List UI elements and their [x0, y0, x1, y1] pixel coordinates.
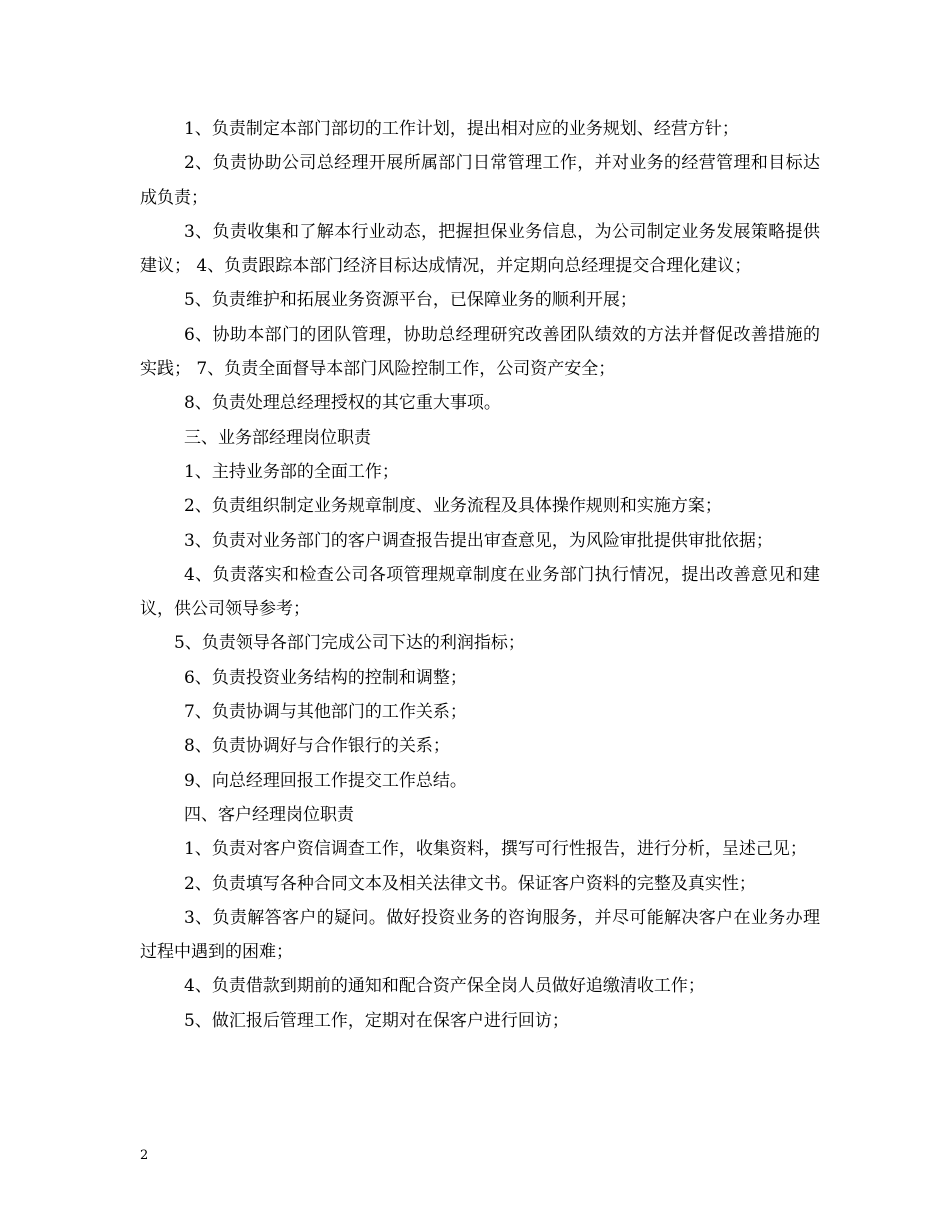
paragraph: 4、负责借款到期前的通知和配合资产保全岗人员做好追缴清收工作； [184, 976, 705, 997]
paragraph: 1、主持业务部的全面工作； [184, 461, 399, 482]
paragraph: 8、负责处理总经理授权的其它重大事项。 [184, 393, 501, 414]
paragraph: 5、做汇报后管理工作，定期对在保客户进行回访； [184, 1010, 569, 1031]
paragraph: 2、负责填写各种合同文本及相关法律文书。保证客户资料的完整及真实性； [184, 873, 756, 894]
paragraph: 1、负责对客户资信调查工作，收集资料，撰写可行性报告，进行分析，呈述己见； [184, 839, 807, 860]
paragraph: 3、负责解答客户的疑问。做好投资业务的咨询服务，并尽可能解决客户在业务办理过程中遇到的困难； [140, 907, 820, 963]
paragraph: 6、协助本部门的团队管理，协助总经理研究改善团队绩效的方法并督促改善措施的实践； 7、负责全面督导本部门风险控制工作，公司资产安全； [140, 324, 820, 380]
paragraph: 6、负责投资业务结构的控制和调整； [184, 667, 467, 688]
paragraph: 8、负责协调好与合作银行的关系； [184, 736, 450, 757]
paragraph: 1、负责制定本部门部切的工作计划，提出相对应的业务规划、经营方针； [184, 119, 739, 139]
paragraph: 9、向总经理回报工作提交工作总结。 [184, 770, 467, 791]
paragraph: 3、负责对业务部门的客户调查报告提出审查意见，为风险审批提供审批依据； [184, 530, 773, 551]
paragraph: 7、负责协调与其他部门的工作关系； [184, 702, 467, 723]
paragraph: 5、负责维护和拓展业务资源平台，已保障业务的顺利开展； [184, 290, 637, 311]
paragraph: 3、负责收集和了解本行业动态，把握担保业务信息，为公司制定业务发展策略提供建议； 4、负责跟踪本部门经济目标达成情况，并定期向总经理提交合理化建议； [140, 221, 820, 277]
section-heading: 四、客户经理岗位职责 [184, 804, 354, 825]
paragraph: 2、负责协助公司总经理开展所属部门日常管理工作，并对业务的经营管理和目标达成负责； [140, 153, 820, 208]
document-body [140, 112, 820, 1038]
paragraph: 4、负责落实和检查公司各项管理规章制度在业务部门执行情况，提出改善意见和建议，供公司领导参考； [140, 564, 820, 620]
paragraph: 2、负责组织制定业务规章制度、业务流程及具体操作规则和实施方案； [184, 496, 722, 517]
section-heading: 三、业务部经理岗位职责 [184, 427, 371, 448]
paragraph: 5、负责领导各部门完成公司下达的利润指标； [174, 633, 525, 654]
page-number: 2 [140, 1148, 149, 1163]
